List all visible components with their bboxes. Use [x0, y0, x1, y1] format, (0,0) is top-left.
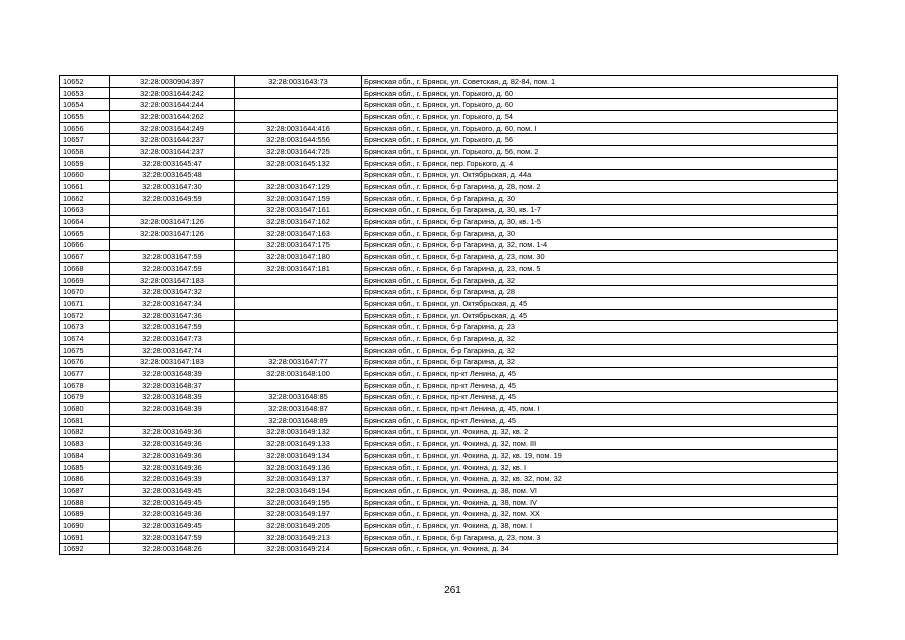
- table-row: [60, 169, 838, 181]
- address-cell: Брянская обл., г. Брянск, ул. Горького, д. 56, пом. 2: [362, 146, 838, 158]
- table-row: [60, 543, 838, 555]
- cadastral-number-cell: 32:28:0031649:59: [110, 192, 235, 204]
- cadastral-number-cell: 32:28:0031645:47: [110, 157, 235, 169]
- row-number-cell: 10692: [60, 543, 110, 555]
- cadastral-number-cell: 32:28:0031649:36: [110, 508, 235, 520]
- table-row: [60, 263, 838, 275]
- cadastral-number-cell: 32:28:0031645:48: [110, 169, 235, 181]
- address-cell: Брянская обл., г. Брянск, пр-кт Ленина, д. 45: [362, 368, 838, 380]
- related-cadastral-number-cell: 32:28:0031649:205: [235, 520, 362, 532]
- address-cell: Брянская обл., г. Брянск, ул. Фокина, д. 32, кв. 2: [362, 426, 838, 438]
- table-row: [60, 333, 838, 345]
- cadastral-number-cell: 32:28:0031649:36: [110, 461, 235, 473]
- table-row: [60, 368, 838, 380]
- cadastral-number-cell: 32:28:0030904:397: [110, 76, 235, 88]
- cadastral-number-cell: 32:28:0031644:237: [110, 146, 235, 158]
- row-number-cell: 10670: [60, 286, 110, 298]
- related-cadastral-number-cell: 32:28:0031649:194: [235, 485, 362, 497]
- address-cell: Брянская обл., г. Брянск, б-р Гагарина, д. 32: [362, 356, 838, 368]
- table-row: [60, 274, 838, 286]
- address-cell: Брянская обл., г. Брянск, б-р Гагарина, д. 30, кв. 1-5: [362, 216, 838, 228]
- address-cell: Брянская обл., г. Брянск, ул. Горького, д. 54: [362, 111, 838, 123]
- row-number-cell: 10662: [60, 192, 110, 204]
- related-cadastral-number-cell: 32:28:0031644:725: [235, 146, 362, 158]
- related-cadastral-number-cell: 32:28:0031649:214: [235, 543, 362, 555]
- address-cell: Брянская обл., г. Брянск, пер. Горького, д. 4: [362, 157, 838, 169]
- related-cadastral-number-cell: 32:28:0031645:132: [235, 157, 362, 169]
- row-number-cell: 10653: [60, 87, 110, 99]
- address-cell: Брянская обл., г. Брянск, ул. Фокина, д. 32, кв. I: [362, 461, 838, 473]
- cadastral-number-cell: 32:28:0031647:59: [110, 263, 235, 275]
- table-row: [60, 251, 838, 263]
- table-row: [60, 181, 838, 193]
- table-row: [60, 438, 838, 450]
- address-cell: Брянская обл., г. Брянск, пр-кт Ленина, д. 45, пом. I: [362, 403, 838, 415]
- related-cadastral-number-cell: 32:28:0031649:134: [235, 450, 362, 462]
- row-number-cell: 10661: [60, 181, 110, 193]
- table-row: [60, 426, 838, 438]
- related-cadastral-number-cell: [235, 111, 362, 123]
- table-row: [60, 485, 838, 497]
- table-row: [60, 391, 838, 403]
- cadastral-number-cell: 32:28:0031649:45: [110, 520, 235, 532]
- row-number-cell: 10671: [60, 298, 110, 310]
- address-cell: Брянская обл., г. Брянск, ул. Фокина, д. 34: [362, 543, 838, 555]
- related-cadastral-number-cell: 32:28:0031649:213: [235, 531, 362, 543]
- table-row: [60, 403, 838, 415]
- address-cell: Брянская обл., г. Брянск, ул. Фокина, д. 32, кв. 19, пом. 19: [362, 450, 838, 462]
- row-number-cell: 10687: [60, 485, 110, 497]
- address-cell: Брянская обл., г. Брянск, ул. Фокина, д. 38, пом. I: [362, 520, 838, 532]
- cadastral-number-cell: 32:28:0031644:237: [110, 134, 235, 146]
- address-cell: Брянская обл., г. Брянск, б-р Гагарина, д. 32: [362, 274, 838, 286]
- row-number-cell: 10675: [60, 344, 110, 356]
- cadastral-number-cell: 32:28:0031644:244: [110, 99, 235, 111]
- table-row: [60, 298, 838, 310]
- row-number-cell: 10672: [60, 309, 110, 321]
- table-row: [60, 508, 838, 520]
- cadastral-number-cell: 32:28:0031649:36: [110, 438, 235, 450]
- address-cell: Брянская обл., г. Брянск, ул. Фокина, д. 38, пом. IV: [362, 496, 838, 508]
- related-cadastral-number-cell: 32:28:0031649:195: [235, 496, 362, 508]
- table-row: [60, 344, 838, 356]
- cadastral-number-cell: [110, 414, 235, 426]
- related-cadastral-number-cell: [235, 333, 362, 345]
- row-number-cell: 10688: [60, 496, 110, 508]
- address-cell: Брянская обл., г. Брянск, ул. Горького, д. 60, пом. I: [362, 122, 838, 134]
- table-row: [60, 520, 838, 532]
- related-cadastral-number-cell: [235, 309, 362, 321]
- row-number-cell: 10656: [60, 122, 110, 134]
- table-row: [60, 496, 838, 508]
- row-number-cell: 10668: [60, 263, 110, 275]
- address-cell: Брянская обл., г. Брянск, б-р Гагарина, д. 28, пом. 2: [362, 181, 838, 193]
- row-number-cell: 10676: [60, 356, 110, 368]
- cadastral-number-cell: 32:28:0031648:37: [110, 379, 235, 391]
- table-row: [60, 76, 838, 88]
- cadastral-number-cell: 32:28:0031648:39: [110, 368, 235, 380]
- address-cell: Брянская обл., г. Брянск, пр-кт Ленина, д. 45: [362, 414, 838, 426]
- address-cell: Брянская обл., г. Брянск, ул. Фокина, д. 38, пом. VI: [362, 485, 838, 497]
- table-row: [60, 227, 838, 239]
- row-number-cell: 10674: [60, 333, 110, 345]
- related-cadastral-number-cell: 32:28:0031644:556: [235, 134, 362, 146]
- cadastral-number-cell: 32:28:0031649:45: [110, 485, 235, 497]
- cadastral-number-cell: 32:28:0031647:74: [110, 344, 235, 356]
- address-cell: Брянская обл., г. Брянск, б-р Гагарина, д. 23: [362, 321, 838, 333]
- cadastral-number-cell: 32:28:0031647:183: [110, 274, 235, 286]
- cadastral-number-cell: 32:28:0031644:249: [110, 122, 235, 134]
- related-cadastral-number-cell: [235, 87, 362, 99]
- address-cell: Брянская обл., г. Брянск, ул. Октябрьская, д. 45: [362, 298, 838, 310]
- cadastral-number-cell: 32:28:0031644:262: [110, 111, 235, 123]
- related-cadastral-number-cell: [235, 274, 362, 286]
- address-cell: Брянская обл., г. Брянск, б-р Гагарина, д. 28: [362, 286, 838, 298]
- table-row: [60, 87, 838, 99]
- related-cadastral-number-cell: 32:28:0031647:77: [235, 356, 362, 368]
- cadastral-number-cell: 32:28:0031647:59: [110, 321, 235, 333]
- related-cadastral-number-cell: [235, 344, 362, 356]
- row-number-cell: 10679: [60, 391, 110, 403]
- address-cell: Брянская обл., г. Брянск, ул. Горького, д. 60: [362, 87, 838, 99]
- related-cadastral-number-cell: 32:28:0031647:159: [235, 192, 362, 204]
- table-row: [60, 414, 838, 426]
- table-row: [60, 157, 838, 169]
- cadastral-number-cell: 32:28:0031648:39: [110, 391, 235, 403]
- address-cell: Брянская обл., г. Брянск, ул. Фокина, д. 32, пом. III: [362, 438, 838, 450]
- row-number-cell: 10673: [60, 321, 110, 333]
- row-number-cell: 10680: [60, 403, 110, 415]
- table-row: [60, 122, 838, 134]
- cadastral-number-cell: [110, 239, 235, 251]
- table-row: [60, 192, 838, 204]
- row-number-cell: 10669: [60, 274, 110, 286]
- row-number-cell: 10684: [60, 450, 110, 462]
- address-cell: Брянская обл., г. Брянск, б-р Гагарина, д. 23, пом. 30: [362, 251, 838, 263]
- address-cell: Брянская обл., г. Брянск, пр-кт Ленина, д. 45: [362, 379, 838, 391]
- cadastral-number-cell: 32:28:0031649:39: [110, 473, 235, 485]
- related-cadastral-number-cell: 32:28:0031647:161: [235, 204, 362, 216]
- address-cell: Брянская обл., г. Брянск, б-р Гагарина, д. 23, пом. 5: [362, 263, 838, 275]
- table-row: [60, 216, 838, 228]
- cadastral-number-cell: 32:28:0031647:30: [110, 181, 235, 193]
- related-cadastral-number-cell: 32:28:0031644:416: [235, 122, 362, 134]
- cadastral-number-cell: 32:28:0031647:34: [110, 298, 235, 310]
- related-cadastral-number-cell: [235, 99, 362, 111]
- cadastral-number-cell: 32:28:0031647:126: [110, 216, 235, 228]
- related-cadastral-number-cell: 32:28:0031649:132: [235, 426, 362, 438]
- row-number-cell: 10667: [60, 251, 110, 263]
- cadastral-number-cell: 32:28:0031647:183: [110, 356, 235, 368]
- cadastral-number-cell: 32:28:0031648:39: [110, 403, 235, 415]
- row-number-cell: 10677: [60, 368, 110, 380]
- cadastral-number-cell: 32:28:0031649:36: [110, 450, 235, 462]
- address-cell: Брянская обл., г. Брянск, ул. Фокина, д. 32, кв. 32, пом. 32: [362, 473, 838, 485]
- cadastral-number-cell: 32:28:0031647:36: [110, 309, 235, 321]
- row-number-cell: 10659: [60, 157, 110, 169]
- related-cadastral-number-cell: 32:28:0031647:180: [235, 251, 362, 263]
- related-cadastral-number-cell: 32:28:0031648:87: [235, 403, 362, 415]
- related-cadastral-number-cell: [235, 286, 362, 298]
- address-cell: Брянская обл., г. Брянск, пр-кт Ленина, д. 45: [362, 391, 838, 403]
- table-row: [60, 239, 838, 251]
- cadastral-number-cell: 32:28:0031649:36: [110, 426, 235, 438]
- related-cadastral-number-cell: 32:28:0031649:197: [235, 508, 362, 520]
- table-row: [60, 450, 838, 462]
- related-cadastral-number-cell: [235, 321, 362, 333]
- table-row: [60, 531, 838, 543]
- related-cadastral-number-cell: 32:28:0031648:100: [235, 368, 362, 380]
- row-number-cell: 10666: [60, 239, 110, 251]
- row-number-cell: 10663: [60, 204, 110, 216]
- cadastral-number-cell: 32:28:0031644:242: [110, 87, 235, 99]
- cadastral-number-cell: 32:28:0031648:26: [110, 543, 235, 555]
- page-number: 261: [444, 585, 461, 596]
- table-row: [60, 204, 838, 216]
- address-cell: Брянская обл., г. Брянск, ул. Горького, д. 56: [362, 134, 838, 146]
- cadastral-number-cell: 32:28:0031649:45: [110, 496, 235, 508]
- cadastral-number-cell: 32:28:0031647:126: [110, 227, 235, 239]
- address-cell: Брянская обл., г. Брянск, б-р Гагарина, д. 30, кв. 1-7: [362, 204, 838, 216]
- table-row: [60, 146, 838, 158]
- row-number-cell: 10658: [60, 146, 110, 158]
- row-number-cell: 10678: [60, 379, 110, 391]
- row-number-cell: 10664: [60, 216, 110, 228]
- row-number-cell: 10665: [60, 227, 110, 239]
- related-cadastral-number-cell: 32:28:0031647:181: [235, 263, 362, 275]
- row-number-cell: 10655: [60, 111, 110, 123]
- table-row: [60, 309, 838, 321]
- row-number-cell: 10652: [60, 76, 110, 88]
- table-row: [60, 461, 838, 473]
- related-cadastral-number-cell: [235, 169, 362, 181]
- related-cadastral-number-cell: 32:28:0031649:133: [235, 438, 362, 450]
- related-cadastral-number-cell: 32:28:0031647:129: [235, 181, 362, 193]
- table-row: [60, 99, 838, 111]
- row-number-cell: 10691: [60, 531, 110, 543]
- address-cell: Брянская обл., г. Брянск, б-р Гагарина, д. 30: [362, 227, 838, 239]
- table-row: [60, 379, 838, 391]
- row-number-cell: 10689: [60, 508, 110, 520]
- row-number-cell: 10686: [60, 473, 110, 485]
- row-number-cell: 10660: [60, 169, 110, 181]
- table-row: [60, 473, 838, 485]
- table-row: [60, 321, 838, 333]
- related-cadastral-number-cell: 32:28:0031647:163: [235, 227, 362, 239]
- row-number-cell: 10682: [60, 426, 110, 438]
- address-cell: Брянская обл., г. Брянск, ул. Фокина, д. 32, пом. XX: [362, 508, 838, 520]
- related-cadastral-number-cell: 32:28:0031647:162: [235, 216, 362, 228]
- row-number-cell: 10657: [60, 134, 110, 146]
- registry-table-body: [60, 76, 838, 555]
- related-cadastral-number-cell: 32:28:0031649:136: [235, 461, 362, 473]
- related-cadastral-number-cell: [235, 379, 362, 391]
- cadastral-number-cell: 32:28:0031647:59: [110, 531, 235, 543]
- address-cell: Брянская обл., г. Брянск, б-р Гагарина, д. 32, пом. 1-4: [362, 239, 838, 251]
- cadastral-number-cell: 32:28:0031647:32: [110, 286, 235, 298]
- address-cell: Брянская обл., г. Брянск, ул. Советская, д. 82-84, пом. 1: [362, 76, 838, 88]
- cadastral-number-cell: 32:28:0031647:73: [110, 333, 235, 345]
- address-cell: Брянская обл., г. Брянск, б-р Гагарина, д. 30: [362, 192, 838, 204]
- row-number-cell: 10685: [60, 461, 110, 473]
- related-cadastral-number-cell: [235, 298, 362, 310]
- cadastral-number-cell: 32:28:0031647:59: [110, 251, 235, 263]
- address-cell: Брянская обл., г. Брянск, б-р Гагарина, д. 23, пом. 3: [362, 531, 838, 543]
- table-row: [60, 111, 838, 123]
- related-cadastral-number-cell: 32:28:0031649:137: [235, 473, 362, 485]
- related-cadastral-number-cell: 32:28:0031643:73: [235, 76, 362, 88]
- table-row: [60, 286, 838, 298]
- address-cell: Брянская обл., г. Брянск, ул. Горького, д. 60: [362, 99, 838, 111]
- address-cell: Брянская обл., г. Брянск, ул. Октябрьская, д. 45: [362, 309, 838, 321]
- table-row: [60, 134, 838, 146]
- related-cadastral-number-cell: 32:28:0031648:89: [235, 414, 362, 426]
- row-number-cell: 10654: [60, 99, 110, 111]
- address-cell: Брянская обл., г. Брянск, б-р Гагарина, д. 32: [362, 344, 838, 356]
- related-cadastral-number-cell: 32:28:0031648:85: [235, 391, 362, 403]
- related-cadastral-number-cell: 32:28:0031647:175: [235, 239, 362, 251]
- address-cell: Брянская обл., г. Брянск, б-р Гагарина, д. 32: [362, 333, 838, 345]
- table-row: [60, 356, 838, 368]
- row-number-cell: 10681: [60, 414, 110, 426]
- row-number-cell: 10683: [60, 438, 110, 450]
- registry-table: [59, 75, 838, 555]
- address-cell: Брянская обл., г. Брянск, ул. Октябрьская, д. 44а: [362, 169, 838, 181]
- cadastral-number-cell: [110, 204, 235, 216]
- row-number-cell: 10690: [60, 520, 110, 532]
